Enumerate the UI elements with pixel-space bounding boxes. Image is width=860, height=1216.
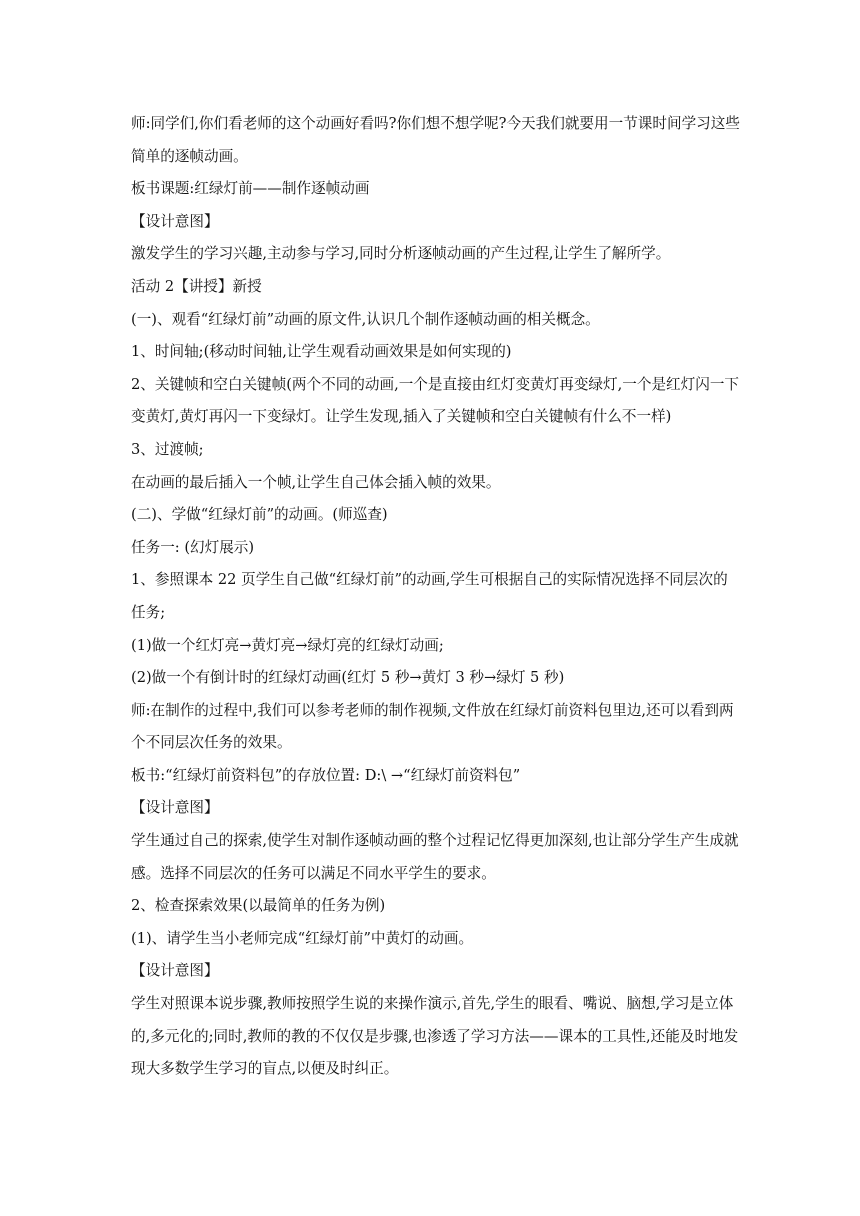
paragraph-resource-location: 板书:“红绿灯前资料包”的存放位置: D:\ →“红绿灯前资料包”: [131, 766, 521, 784]
paragraph-task-1-item-1: 1、参照课本 22 页学生自己做“红绿灯前”的动画,学生可根据自己的实际情况选择不同层次的任务;: [131, 571, 728, 621]
paragraph-task-level-2: (2)做一个有倒计时的红绿灯动画(红灯 5 秒→黄灯 3 秒→绿灯 5 秒): [131, 669, 565, 687]
paragraph-teacher-video: 师:在制作的过程中,我们可以参考老师的制作视频,文件放在红绿灯前资料包里边,还可以看到两个不同层次任务的效果。: [131, 701, 734, 752]
heading-design-intent-1: 【设计意图】: [131, 212, 219, 230]
paragraph-teacher-intro: 师:同学们,你们看老师的这个动画好看吗?你们想不想学呢?今天我们就要用一节课时间学习这些简单的逐帧动画。: [131, 115, 740, 165]
paragraph-student-teacher: (1)、请学生当小老师完成“红绿灯前”中黄灯的动画。: [131, 929, 474, 947]
heading-design-intent-2: 【设计意图】: [131, 799, 219, 817]
paragraph-task-level-1: (1)做一个红灯亮→黄灯亮→绿灯亮的红绿灯动画;: [131, 636, 444, 654]
heading-design-intent-3: 【设计意图】: [131, 962, 219, 980]
paragraph-transition-frames: 3、过渡帧;: [131, 440, 204, 458]
paragraph-keyframes: 2、关键帧和空白关键帧(两个不同的动画,一个是直接由红灯变黄灯再变绿灯,一个是红灯闪一下变黄灯,黄灯再闪一下变绿灯。让学生发现,插入了关键帧和空白关键帧有什么不一样): [131, 375, 740, 426]
heading-activity-2: 活动 2【讲授】新授: [131, 277, 262, 295]
paragraph-section-1: (一)、观看“红绿灯前”动画的原文件,认识几个制作逐帧动画的相关概念。: [131, 310, 600, 328]
paragraph-check-results: 2、检查探索效果(以最简单的任务为例): [131, 897, 386, 915]
paragraph-design-intent-1: 激发学生的学习兴趣,主动参与学习,同时分析逐帧动画的产生过程,让学生了解所学。: [131, 245, 671, 263]
paragraph-lesson-title: 板书课题:红绿灯前——制作逐帧动画: [131, 180, 370, 198]
paragraph-insert-frame: 在动画的最后插入一个帧,让学生自己体会插入帧的效果。: [131, 473, 501, 491]
paragraph-design-intent-2: 学生通过自己的探索,使学生对制作逐帧动画的整个过程记忆得更加深刻,也让部分学生产生成就感。选择不同层次的任务可以满足不同水平学生的要求。: [131, 832, 739, 882]
paragraph-task-1: 任务一: (幻灯展示): [131, 538, 255, 556]
document-body: [131, 108, 741, 1086]
paragraph-design-intent-3: 学生对照课本说步骤,教师按照学生说的来操作演示,首先,学生的眼看、嘴说、脑想,学习是立体的,多元化的;同时,教师的教的不仅仅是步骤,也渗透了学习方法——课本的工具性,还能及时地发现大多数学生学习的盲点,以便及时纠正。: [131, 995, 739, 1078]
paragraph-timeline: 1、时间轴;(移动时间轴,让学生观看动画效果是如何实现的): [131, 343, 512, 361]
paragraph-section-2: (二)、学做“红绿灯前”的动画。(师巡查): [131, 506, 388, 524]
